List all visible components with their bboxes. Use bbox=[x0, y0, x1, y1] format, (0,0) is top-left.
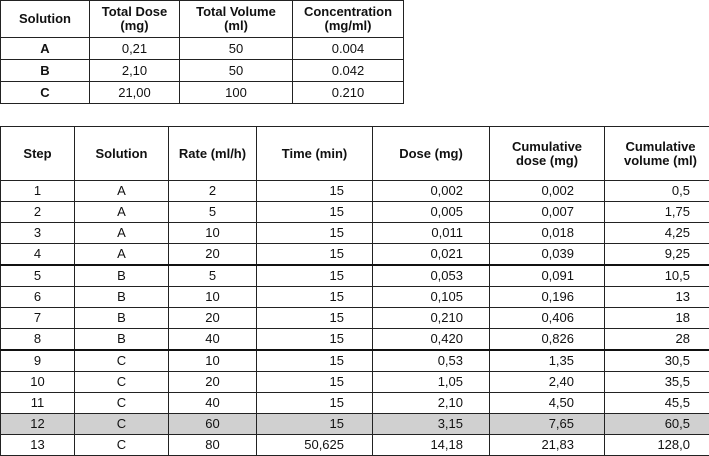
table-cell: 0,196 bbox=[490, 287, 605, 308]
table-cell: 20 bbox=[169, 308, 257, 329]
table-cell: 2,40 bbox=[490, 372, 605, 393]
table-cell: 15 bbox=[257, 414, 373, 435]
table-cell: 15 bbox=[257, 308, 373, 329]
table-cell: B bbox=[75, 329, 169, 351]
dosing-steps-table bbox=[0, 126, 709, 456]
table-cell: 0,5 bbox=[605, 181, 709, 202]
table-row bbox=[1, 393, 709, 414]
table-cell: 7,65 bbox=[490, 414, 605, 435]
table-cell: C bbox=[75, 350, 169, 372]
table-cell: 35,5 bbox=[605, 372, 709, 393]
header-dose: Dose (mg) bbox=[373, 127, 490, 181]
table-cell: 2 bbox=[1, 202, 75, 223]
table-cell: 80 bbox=[169, 435, 257, 456]
table-cell: 0,210 bbox=[373, 308, 490, 329]
table-cell: 60 bbox=[169, 414, 257, 435]
table-cell: 3,15 bbox=[373, 414, 490, 435]
table-cell: 0,105 bbox=[373, 287, 490, 308]
table-cell: 5 bbox=[169, 265, 257, 287]
table-cell: 0,053 bbox=[373, 265, 490, 287]
table-cell: 13 bbox=[605, 287, 709, 308]
solutions-cell: B bbox=[1, 60, 90, 82]
table-cell: 3 bbox=[1, 223, 75, 244]
table-cell: 21,83 bbox=[490, 435, 605, 456]
solutions-row bbox=[1, 60, 404, 82]
solutions-cell: 0.210 bbox=[293, 82, 404, 104]
table-cell: 15 bbox=[257, 372, 373, 393]
table-cell: 20 bbox=[169, 244, 257, 266]
table-cell: 5 bbox=[169, 202, 257, 223]
table-cell: 4 bbox=[1, 244, 75, 266]
table-cell: 40 bbox=[169, 329, 257, 351]
table-cell: 10 bbox=[169, 223, 257, 244]
table-cell: 0,007 bbox=[490, 202, 605, 223]
solutions-row bbox=[1, 38, 404, 60]
table-row bbox=[1, 244, 709, 266]
table-cell: 1,05 bbox=[373, 372, 490, 393]
table-row bbox=[1, 435, 709, 456]
table-cell: C bbox=[75, 414, 169, 435]
solutions-table bbox=[0, 0, 404, 104]
solutions-header-row bbox=[1, 1, 404, 38]
table-cell: A bbox=[75, 223, 169, 244]
table-row bbox=[1, 372, 709, 393]
table-row bbox=[1, 414, 709, 435]
table-cell: B bbox=[75, 308, 169, 329]
table-cell: 8 bbox=[1, 329, 75, 351]
table-cell: 128,0 bbox=[605, 435, 709, 456]
table-row bbox=[1, 223, 709, 244]
table-cell: 1,75 bbox=[605, 202, 709, 223]
header-time: Time (min) bbox=[257, 127, 373, 181]
table-row bbox=[1, 308, 709, 329]
solutions-cell: 50 bbox=[180, 38, 293, 60]
solutions-cell: 0.004 bbox=[293, 38, 404, 60]
table-row bbox=[1, 202, 709, 223]
table-cell: 40 bbox=[169, 393, 257, 414]
table-cell: 4,25 bbox=[605, 223, 709, 244]
table-cell: 15 bbox=[257, 287, 373, 308]
solutions-cell: 21,00 bbox=[90, 82, 180, 104]
table-cell: 15 bbox=[257, 223, 373, 244]
header-solution: Solution bbox=[75, 127, 169, 181]
table-row bbox=[1, 350, 709, 372]
header-cumulative-dose: Cumulative dose (mg) bbox=[490, 127, 605, 181]
table-cell: 15 bbox=[257, 244, 373, 266]
solutions-cell: 0,21 bbox=[90, 38, 180, 60]
table-cell: 0,091 bbox=[490, 265, 605, 287]
solutions-cell: 50 bbox=[180, 60, 293, 82]
table-cell: A bbox=[75, 244, 169, 266]
table-cell: 13 bbox=[1, 435, 75, 456]
table-cell: 10 bbox=[169, 287, 257, 308]
table-cell: 5 bbox=[1, 265, 75, 287]
table-row bbox=[1, 265, 709, 287]
header-total-dose: Total Dose (mg) bbox=[90, 1, 180, 38]
header-rate: Rate (ml/h) bbox=[169, 127, 257, 181]
table-cell: 15 bbox=[257, 393, 373, 414]
table-cell: 28 bbox=[605, 329, 709, 351]
table-cell: 14,18 bbox=[373, 435, 490, 456]
table-cell: 7 bbox=[1, 308, 75, 329]
table-cell: 0,53 bbox=[373, 350, 490, 372]
table-cell: 0,005 bbox=[373, 202, 490, 223]
header-cumulative-volume: Cumulative volume (ml) bbox=[605, 127, 709, 181]
solutions-cell: A bbox=[1, 38, 90, 60]
table-cell: 11 bbox=[1, 393, 75, 414]
table-cell: 0,021 bbox=[373, 244, 490, 266]
table-cell: 45,5 bbox=[605, 393, 709, 414]
table-cell: 2 bbox=[169, 181, 257, 202]
solutions-cell: C bbox=[1, 82, 90, 104]
header-concentration: Concentration (mg/ml) bbox=[293, 1, 404, 38]
table-cell: 10 bbox=[1, 372, 75, 393]
table-cell: A bbox=[75, 181, 169, 202]
solutions-cell: 2,10 bbox=[90, 60, 180, 82]
table-cell: 1,35 bbox=[490, 350, 605, 372]
table-cell: 4,50 bbox=[490, 393, 605, 414]
table-cell: 0,826 bbox=[490, 329, 605, 351]
header-solution: Solution bbox=[1, 1, 90, 38]
table-cell: 15 bbox=[257, 202, 373, 223]
table-cell: 0,011 bbox=[373, 223, 490, 244]
table-cell: 2,10 bbox=[373, 393, 490, 414]
table-cell: 60,5 bbox=[605, 414, 709, 435]
table-cell: 20 bbox=[169, 372, 257, 393]
table-cell: 15 bbox=[257, 181, 373, 202]
table-cell: 10 bbox=[169, 350, 257, 372]
table-cell: 15 bbox=[257, 350, 373, 372]
table-cell: 0,018 bbox=[490, 223, 605, 244]
table-cell: 9,25 bbox=[605, 244, 709, 266]
table-row bbox=[1, 181, 709, 202]
table-row bbox=[1, 329, 709, 351]
solutions-row bbox=[1, 82, 404, 104]
table-cell: C bbox=[75, 372, 169, 393]
table-cell: C bbox=[75, 393, 169, 414]
table-cell: 0,002 bbox=[490, 181, 605, 202]
solutions-cell: 0.042 bbox=[293, 60, 404, 82]
table-cell: 1 bbox=[1, 181, 75, 202]
table-cell: 18 bbox=[605, 308, 709, 329]
table-cell: 0,002 bbox=[373, 181, 490, 202]
solutions-cell: 100 bbox=[180, 82, 293, 104]
table-cell: 6 bbox=[1, 287, 75, 308]
table-cell: 0,406 bbox=[490, 308, 605, 329]
table-row bbox=[1, 287, 709, 308]
table-cell: 0,420 bbox=[373, 329, 490, 351]
header-total-volume: Total Volume (ml) bbox=[180, 1, 293, 38]
table-cell: B bbox=[75, 265, 169, 287]
table-cell: 15 bbox=[257, 329, 373, 351]
table-cell: 12 bbox=[1, 414, 75, 435]
table-cell: B bbox=[75, 287, 169, 308]
table-cell: A bbox=[75, 202, 169, 223]
table-cell: 10,5 bbox=[605, 265, 709, 287]
steps-header-row bbox=[1, 127, 709, 181]
table-cell: C bbox=[75, 435, 169, 456]
header-step: Step bbox=[1, 127, 75, 181]
table-cell: 30,5 bbox=[605, 350, 709, 372]
table-cell: 9 bbox=[1, 350, 75, 372]
table-cell: 50,625 bbox=[257, 435, 373, 456]
table-cell: 0,039 bbox=[490, 244, 605, 266]
table-cell: 15 bbox=[257, 265, 373, 287]
